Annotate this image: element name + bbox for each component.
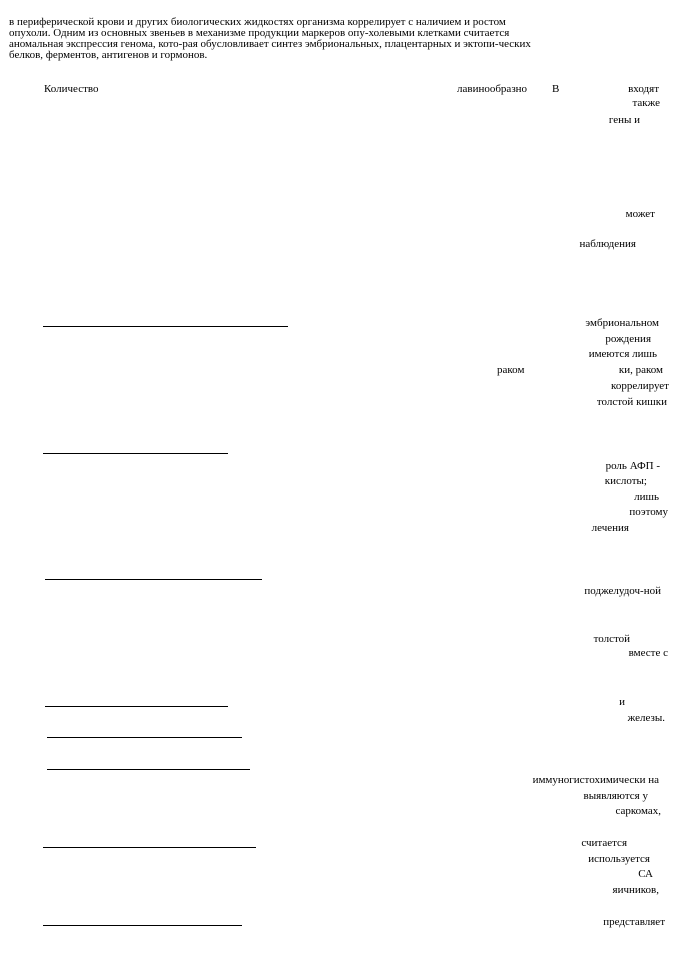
intro-paragraph: в периферической крови и других биологических жидкостях организма коррелирует с наличием и ростом опухоли. Одним из основных звеньев в механизме продукции маркеров опу-холевыми клетками считается аномальная экспрессия генома, кото-рая обусловливает синтез эмбриональных, плацентарных и эктопи-ческих белков, ферментов, антигенов и гормонов. bbox=[9, 16, 531, 61]
underline-rule bbox=[43, 326, 288, 327]
text-fragment: лечения bbox=[591, 522, 629, 534]
text-fragment: представляет bbox=[603, 916, 665, 928]
text-fragment: выявляются у bbox=[583, 790, 648, 802]
text-fragment: лавинообразно bbox=[457, 83, 528, 95]
text-fragment: и bbox=[619, 696, 625, 708]
text-fragment: раком bbox=[497, 364, 525, 376]
text-fragment: яичников, bbox=[612, 884, 659, 896]
text-fragment: гены и bbox=[608, 114, 640, 126]
text-fragment: лишь bbox=[634, 491, 659, 503]
underline-rule bbox=[45, 579, 262, 580]
underline-rule bbox=[43, 925, 242, 926]
text-fragment: иммуногистохимически на bbox=[532, 774, 659, 786]
text-fragment: роль АФП - bbox=[605, 460, 660, 472]
text-fragment: наблюдения bbox=[579, 238, 636, 250]
underline-rule bbox=[43, 847, 256, 848]
underline-rule bbox=[47, 737, 242, 738]
text-fragment: считается bbox=[581, 837, 627, 849]
underline-rule bbox=[47, 769, 250, 770]
underline-rule bbox=[45, 706, 228, 707]
text-fragment: кислоты; bbox=[604, 475, 647, 487]
text-fragment: СА bbox=[638, 868, 653, 880]
text-fragment: толстой bbox=[593, 633, 630, 645]
text-fragment: вместе с bbox=[628, 647, 668, 659]
text-fragment: используется bbox=[588, 853, 650, 865]
underline-rule bbox=[43, 453, 228, 454]
text-fragment: может bbox=[625, 208, 655, 220]
text-fragment: железы. bbox=[627, 712, 665, 724]
text-fragment: толстой кишки bbox=[596, 396, 667, 408]
text-fragment: рождения bbox=[605, 333, 651, 345]
text-fragment: В bbox=[552, 83, 560, 95]
text-fragment: саркомах, bbox=[615, 805, 661, 817]
text-fragment: Количество bbox=[44, 83, 99, 95]
text-fragment: эмбриональном bbox=[585, 317, 659, 329]
text-fragment: имеются лишь bbox=[588, 348, 657, 360]
text-fragment: входят bbox=[628, 83, 659, 95]
text-fragment: коррелирует bbox=[611, 380, 669, 392]
text-fragment: также bbox=[632, 97, 660, 109]
text-fragment: ки, раком bbox=[618, 364, 663, 376]
text-fragment: поэтому bbox=[629, 506, 668, 518]
text-fragment: поджелудоч-ной bbox=[584, 585, 661, 597]
